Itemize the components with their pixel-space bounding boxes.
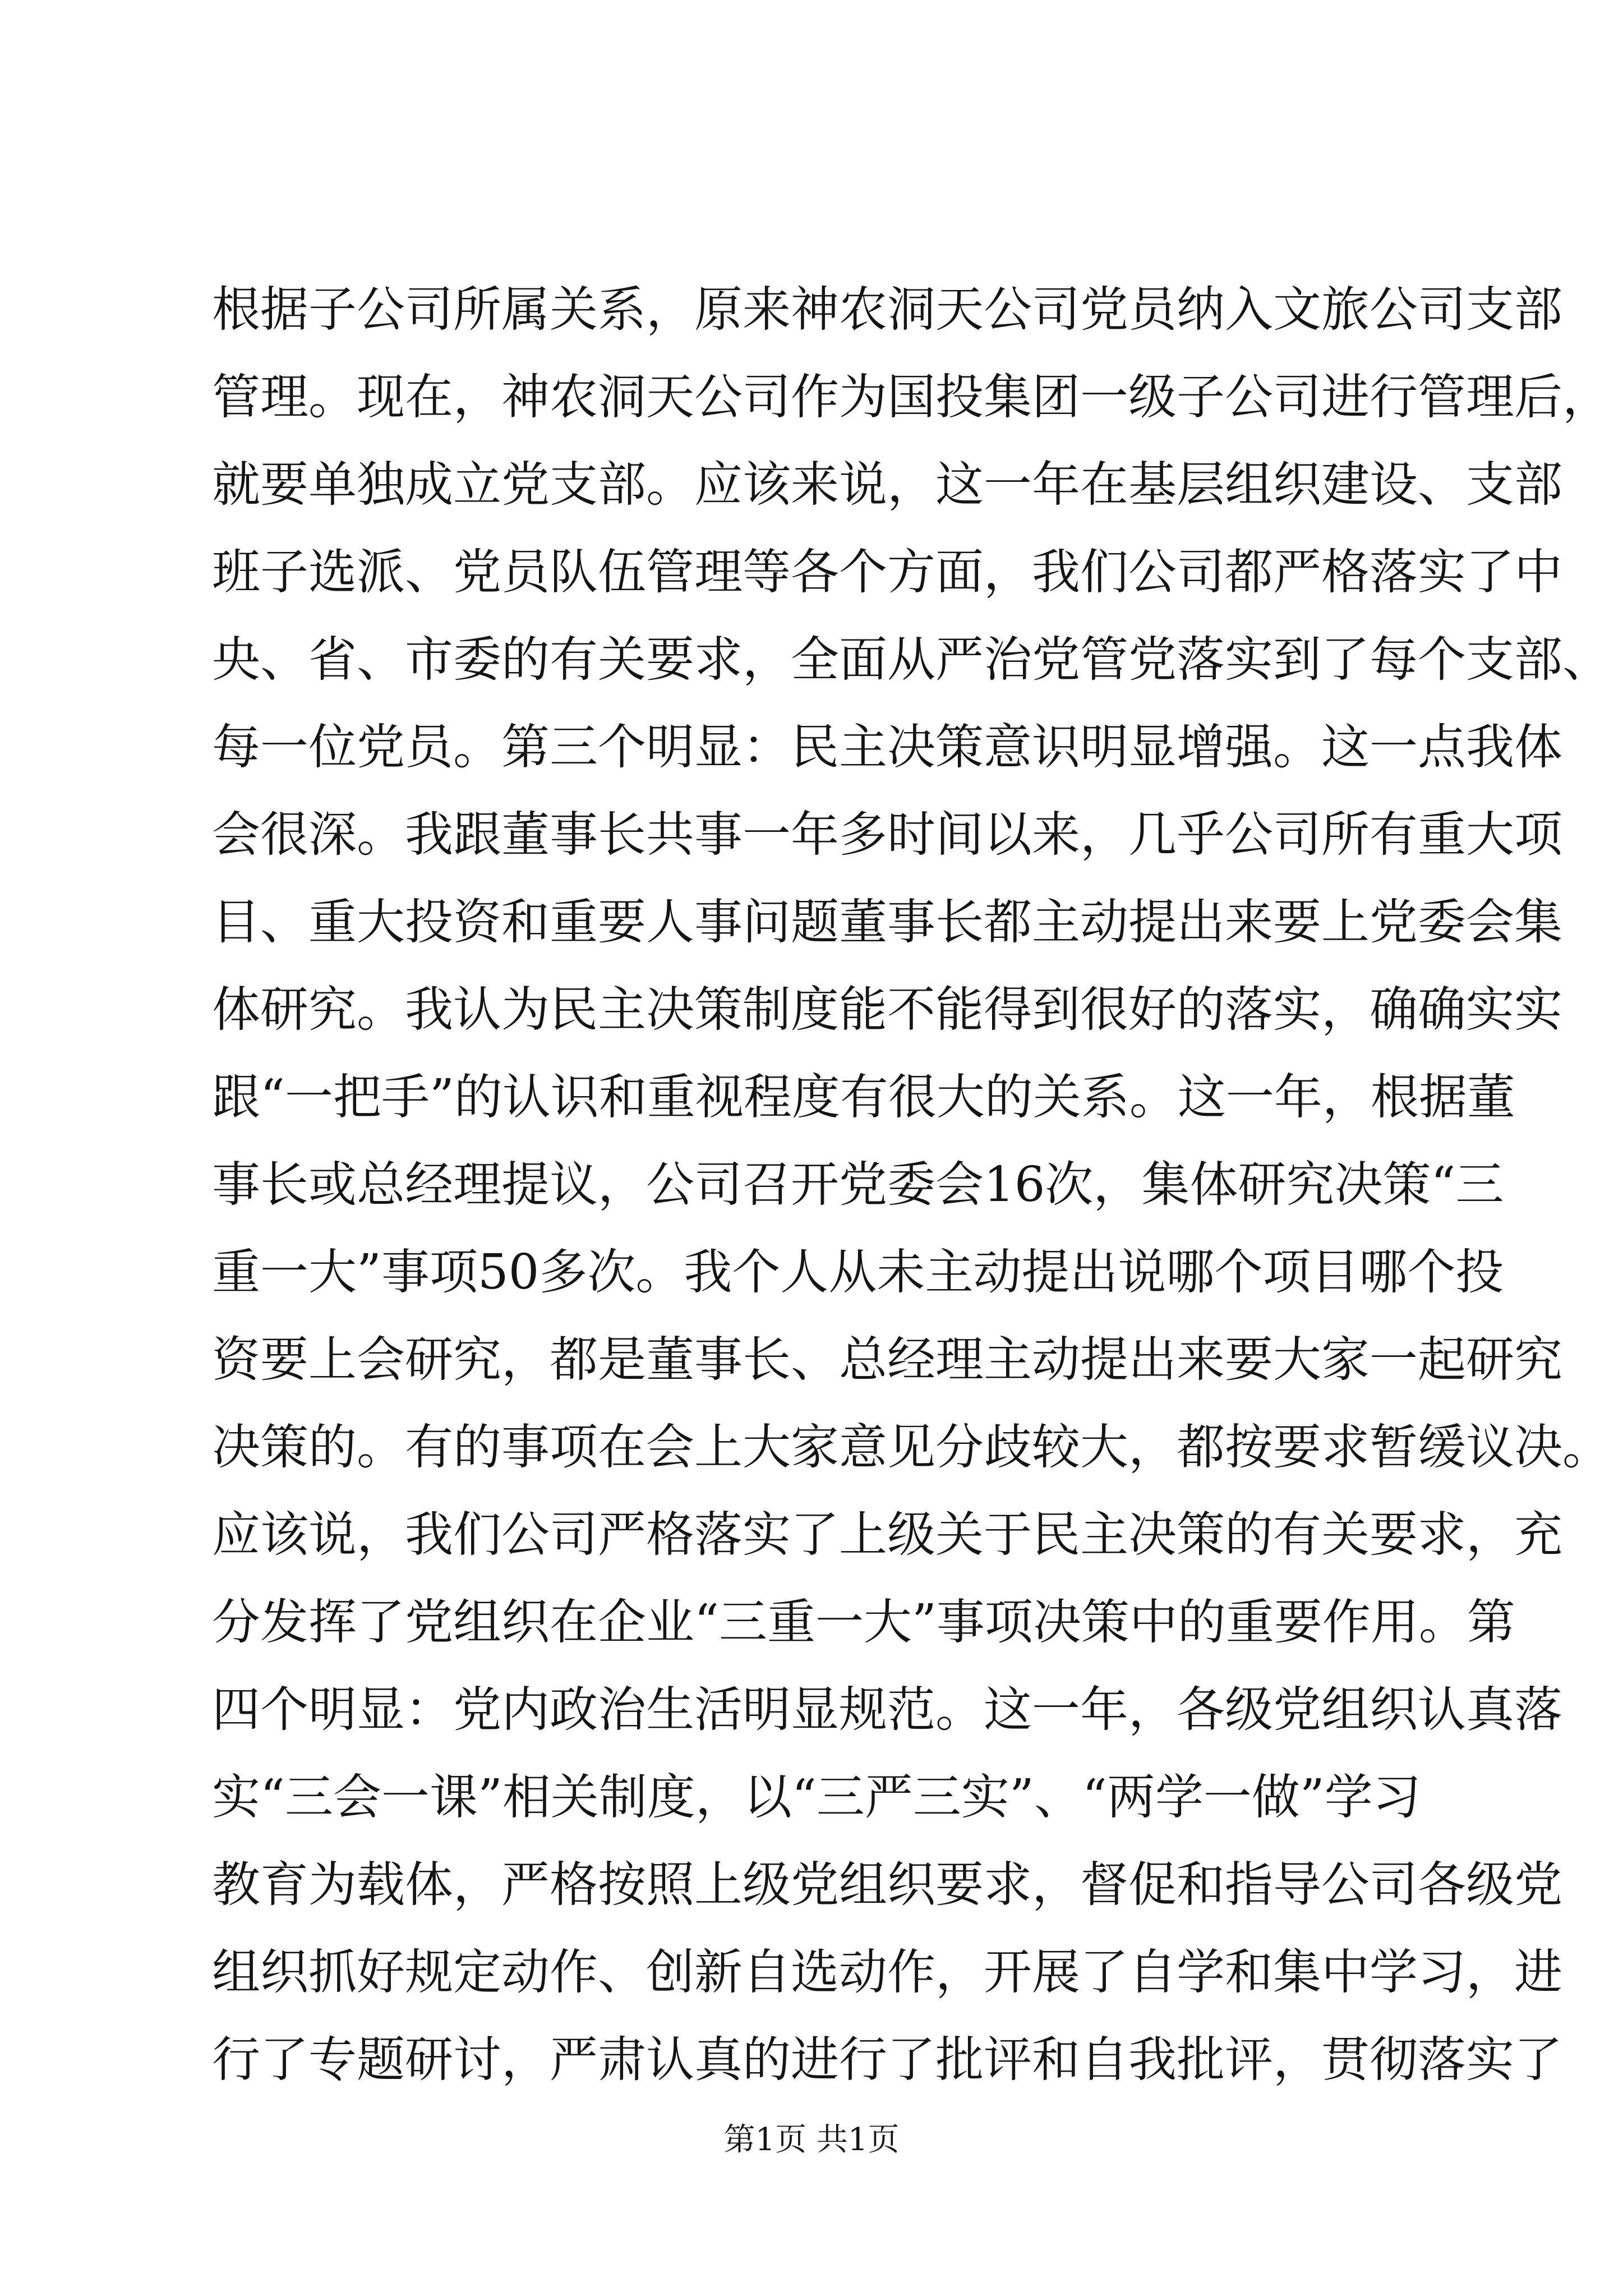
text-line: 会很深。我跟董事长共事一年多时间以来，几乎公司所有重大项	[212, 807, 1562, 863]
text-line: 应该说，我们公司严格落实了上级关于民主决策的有关要求，充	[212, 1507, 1562, 1563]
text-line: 跟“一把手”的认识和重视程度有很大的关系。这一年，根据董	[212, 1069, 1515, 1125]
text-line: 体研究。我认为民主决策制度能不能得到很好的落实，确确实实	[212, 982, 1562, 1038]
body-text	[212, 266, 1623, 2104]
text-line: 行了专题研讨，严肃认真的进行了批评和自我批评，贯彻落实了	[212, 2032, 1562, 2088]
text-line: 事长或总经理提议，公司召开党委会16次，集体研究决策“三	[212, 1157, 1504, 1213]
text-line: 四个明显：党内政治生活明显规范。这一年，各级党组织认真落	[212, 1682, 1562, 1738]
text-line: 重一大”事项50多次。我个人从未主动提出说哪个项目哪个投	[212, 1244, 1504, 1300]
text-line: 分发挥了党组织在企业“三重一大”事项决策中的重要作用。第	[212, 1594, 1515, 1650]
text-line: 实“三会一课”相关制度，以“三严三实”、“两学一做”学习	[212, 1769, 1421, 1825]
text-line: 资要上会研究，都是董事长、总经理主动提出来要大家一起研究	[212, 1332, 1562, 1388]
text-line: 就要单独成立党支部。应该来说，这一年在基层组织建设、支部	[212, 457, 1562, 513]
text-line: 每一位党员。第三个明显：民主决策意识明显增强。这一点我体	[212, 719, 1562, 775]
text-line: 班子选派、党员队伍管理等各个方面，我们公司都严格落实了中	[212, 544, 1562, 600]
page-footer	[0, 2118, 1623, 2162]
text-line: 目、重大投资和重要人事问题董事长都主动提出来要上党委会集	[212, 894, 1562, 950]
text-line: 决策的。有的事项在会上大家意见分歧较大，都按要求暂缓议决。	[212, 1419, 1611, 1475]
text-line: 教育为载体，严格按照上级党组织要求，督促和指导公司各级党	[212, 1857, 1562, 1913]
text-line: 央、省、市委的有关要求，全面从严治党管党落实到了每个支部、	[212, 632, 1611, 688]
page-number: 第1页 共1页	[723, 2122, 900, 2158]
text-line: 组织抓好规定动作、创新自选动作，开展了自学和集中学习，进	[212, 1944, 1562, 2000]
text-line: 根据子公司所属关系，原来神农洞天公司党员纳入文旅公司支部	[212, 282, 1562, 338]
text-line: 管理。现在，神农洞天公司作为国投集团一级子公司进行管理后，	[212, 369, 1611, 425]
